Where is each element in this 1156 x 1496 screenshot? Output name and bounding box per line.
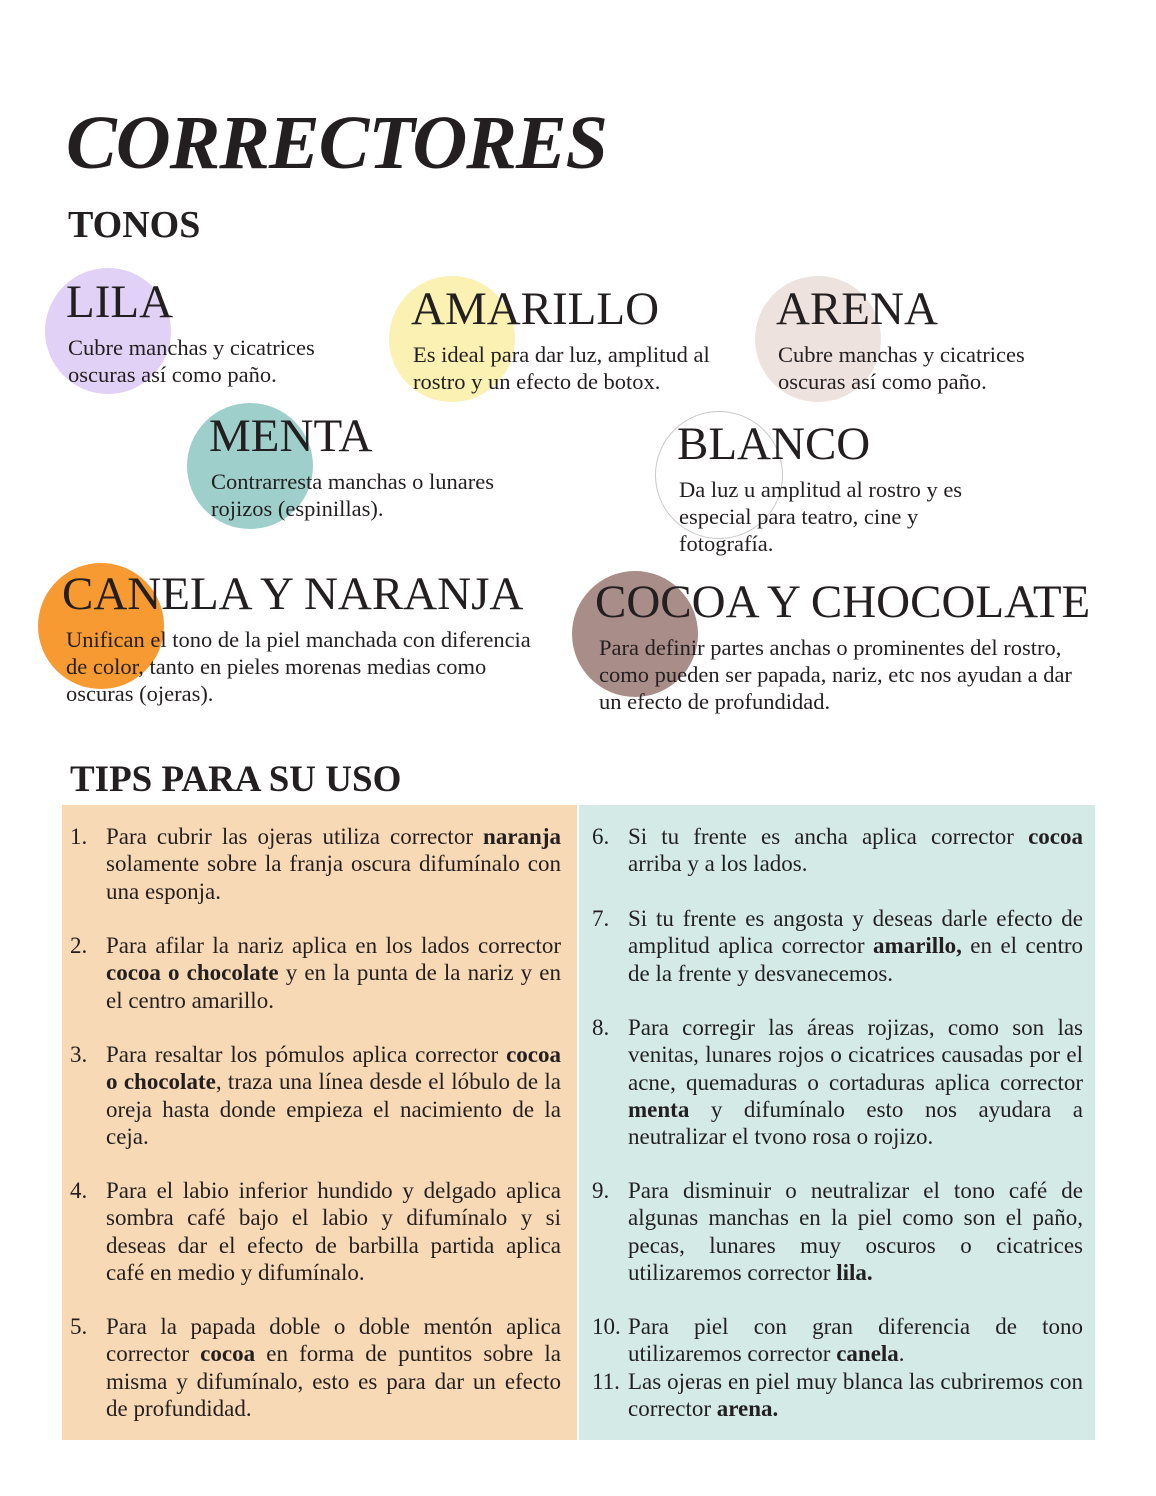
tip-text-segment: Para piel con gran diferencia de tono utilizaremos corrector xyxy=(628,1314,1083,1367)
tip-text xyxy=(106,1313,561,1422)
tip-text xyxy=(628,1177,1083,1286)
tone-desc: Es ideal para dar luz, amplitud al rostro y un efecto de botox. xyxy=(413,342,710,394)
tip-text xyxy=(628,1014,1083,1150)
tone-desc: Cubre manchas y cicatrices oscuras así como paño. xyxy=(68,335,315,387)
tip-text-segment: y difumínalo esto nos ayudara a neutralizar el tvono rosa o rojizo. xyxy=(628,1096,1083,1150)
tip-item xyxy=(592,1313,1083,1368)
tip-text-segment: en el centro de la frente y desvanecemos. xyxy=(628,933,1083,986)
tip-text-segment: Si tu frente es angosta y deseas darle efecto de amplitud aplica corrector xyxy=(628,906,1083,959)
tip-item xyxy=(592,905,1083,987)
tip-item xyxy=(70,1313,561,1422)
tip-number: 4. xyxy=(70,1178,88,1203)
tone-name: MENTA xyxy=(209,410,373,462)
tip-number: 8. xyxy=(592,1015,610,1040)
tip-number: 2. xyxy=(70,933,88,958)
section-title-tips: TIPS PARA SU USO xyxy=(70,759,402,800)
tip-text-segment: Para resaltar los pómulos aplica corrector xyxy=(106,1042,507,1067)
tip-number: 7. xyxy=(592,906,610,931)
tone-lila xyxy=(66,276,366,388)
tip-text xyxy=(106,1177,561,1286)
tip-text-segment: Para cubrir las ojeras utiliza corrector xyxy=(106,824,484,849)
tip-number: 1. xyxy=(70,824,88,849)
tip-text xyxy=(106,932,561,1014)
tip-text-segment: arriba y a los lados. xyxy=(628,851,808,877)
tone-menta xyxy=(209,410,509,522)
tip-highlight: arena. xyxy=(716,1396,779,1422)
tip-text-segment: Para el labio inferior hundido y delgado aplica sombra café bajo el labio y difumínalo y si deseas dar el efecto de barbilla partida aplica café en medio y difumínalo. xyxy=(106,1178,561,1285)
tip-text-segment: Para afilar la nariz aplica en los lados corrector xyxy=(106,933,561,958)
tip-text xyxy=(106,1041,561,1150)
tip-text xyxy=(628,1313,1083,1368)
tip-text-segment: Para disminuir o neutralizar el tono café de algunas manchas en la piel como son el paño, pecas, lunares muy oscuros o cicatrices utilizaremos corrector xyxy=(628,1178,1083,1285)
tone-name: CANELA Y NARANJA xyxy=(62,568,524,620)
tone-name: LILA xyxy=(66,276,174,328)
tip-text-segment: . xyxy=(898,1341,905,1367)
tone-desc: Da luz u amplitud al rostro y es especial para teatro, cine y fotografía. xyxy=(679,477,963,556)
tip-item xyxy=(592,1177,1083,1286)
tip-text-segment: , traza una línea desde el lóbulo de la oreja hasta donde empieza el nacimiento de la ceja. xyxy=(106,1069,562,1149)
tip-text-segment: Si tu frente es ancha aplica corrector xyxy=(628,824,1029,849)
tip-highlight: menta xyxy=(628,1096,690,1122)
tip-number: 3. xyxy=(70,1042,88,1067)
tip-text-segment: Para corregir las áreas rojizas, como son las venitas, lunares rojos o cicatrices causadas por el acne, quemaduras o cortaduras aplica corrector xyxy=(628,1015,1083,1095)
tip-number: 9. xyxy=(592,1178,610,1203)
tip-number: 6. xyxy=(592,824,610,849)
tip-item xyxy=(70,932,561,1014)
tip-item xyxy=(70,1041,561,1150)
page-title: CORRECTORES xyxy=(66,101,607,185)
tip-text xyxy=(106,823,561,905)
tip-highlight: cocoa xyxy=(1028,824,1083,849)
tip-text-segment: y en la punta de la nariz y en el centro amarillo. xyxy=(106,960,561,1013)
tone-desc: Contrarresta manchas o lunares rojizos (espinillas). xyxy=(211,469,495,521)
tip-text-segment: solamente sobre la franja oscura difumínalo con una esponja. xyxy=(106,851,561,904)
tip-highlight: naranja xyxy=(483,824,561,849)
tip-item xyxy=(592,1368,1083,1423)
tip-text-segment: Para la papada doble o doble mentón aplica corrector xyxy=(106,1314,561,1367)
tone-name: BLANCO xyxy=(677,418,871,470)
tone-arena xyxy=(776,283,1076,395)
tone-name: ARENA xyxy=(776,283,938,335)
tone-name: AMARILLO xyxy=(411,283,660,335)
tip-item xyxy=(70,1177,561,1286)
tip-number: 5. xyxy=(70,1314,88,1339)
tone-desc: Para definir partes anchas o prominentes del rostro, como pueden ser papada, nariz, etc nos ayudan a dar un efecto de profundidad. xyxy=(599,635,1072,714)
tone-blanco xyxy=(677,418,987,557)
tip-item xyxy=(70,823,561,905)
tip-number: 10. xyxy=(592,1314,621,1339)
section-title-tonos: TONOS xyxy=(68,204,201,246)
tip-highlight: lila. xyxy=(836,1259,873,1285)
tip-text xyxy=(628,905,1083,987)
tone-cocoa xyxy=(595,576,1115,715)
tone-desc: Cubre manchas y cicatrices oscuras así como paño. xyxy=(778,342,1025,394)
tip-highlight: cocoa o chocolate xyxy=(106,960,279,986)
tip-item xyxy=(592,1014,1083,1150)
tone-canela xyxy=(62,568,532,707)
tip-text xyxy=(628,823,1083,878)
tip-text-segment: Las ojeras en piel muy blanca las cubriremos con corrector xyxy=(628,1369,1083,1422)
tone-desc: Unifican el tono de la piel manchada con diferencia de color, tanto en pieles morenas medias como oscuras (ojeras). xyxy=(66,627,531,706)
tone-name: COCOA Y CHOCOLATE xyxy=(595,576,1091,628)
tip-item xyxy=(592,823,1083,878)
tip-highlight: amarillo, xyxy=(873,933,962,959)
tip-number: 11. xyxy=(592,1369,620,1394)
tip-highlight: cocoa o chocolate xyxy=(106,1042,561,1095)
tip-highlight: cocoa xyxy=(200,1341,256,1367)
tone-amarillo xyxy=(411,283,741,395)
tip-text-segment: en forma de puntitos sobre la misma y difumínalo, esto es para dar un efecto de profundidad. xyxy=(106,1341,561,1421)
tip-highlight: canela xyxy=(836,1341,899,1367)
tip-text xyxy=(628,1368,1083,1423)
